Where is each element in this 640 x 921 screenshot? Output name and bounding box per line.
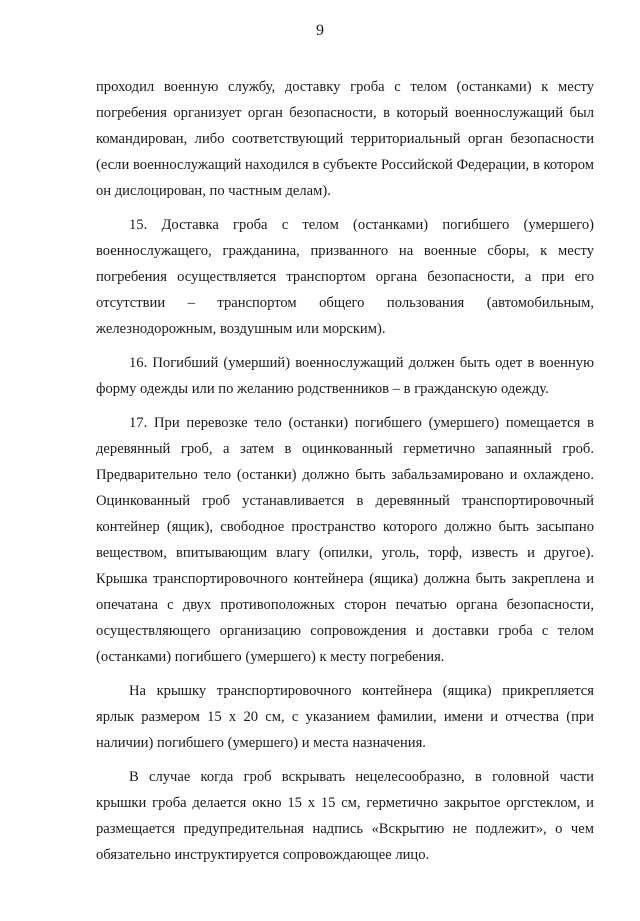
paragraph-window-requirement: В случае когда гроб вскрывать нецелесообразно, в головной части крышки гроба делается окно 15 х 15 см, герметично закрытое оргстеклом, и размещается предупредительная надпись «Вскрытию не подлежит», о чем обязательно инструктируется сопровождающее лицо. [96, 769, 594, 863]
document-body [96, 74, 594, 876]
paragraph-item-16: 16. Погибший (умерший) военнослужащий должен быть одет в военную форму одежды или по желанию родственников – в гражданскую одежду. [96, 355, 594, 397]
paragraph-item-17: 17. При перевозке тело (останки) погибшего (умершего) помещается в деревянный гроб, а затем в оцинкованный герметично запаянный гроб. Предварительно тело (останки) должно быть забальзамировано и охлаждено. Оцинкованный гроб устанавливается в деревянный транспортировочный контейнер (ящик), свободное пространство которого должно быть засыпано веществом, впитывающим влагу (опилки, уголь, торф, известь и другое). Крышка транспортировочного контейнера (ящика) должна быть закреплена и опечатана с двух противоположных сторон печатью органа безопасности, осуществляющего организацию сопровождения и доставки гроба с телом (останками) погибшего (умершего) к месту погребения. [96, 415, 594, 665]
paragraph-item-15: 15. Доставка гроба с телом (останками) погибшего (умершего) военнослужащего, гражданина, призванного на военные сборы, к месту погребения осуществляется транспортом органа безопасности, а при его отсутствии – транспортом общего пользования (автомобильным, железнодорожным, воздушным или морским). [96, 217, 594, 337]
page-number: 9 [316, 22, 324, 39]
paragraph-continuation: проходил военную службу, доставку гроба с телом (останками) к месту погребения организует орган безопасности, в который военнослужащий был командирован, либо соответствующий территориальный орган безопасности (если военнослужащий находился в субъекте Российской Федерации, в котором он дислоцирован, по частным делам). [96, 79, 594, 199]
paragraph-label-requirement: На крышку транспортировочного контейнера (ящика) прикрепляется ярлык размером 15 х 20 см, с указанием фамилии, имени и отчества (при наличии) погибшего (умершего) и места назначения. [96, 683, 594, 751]
